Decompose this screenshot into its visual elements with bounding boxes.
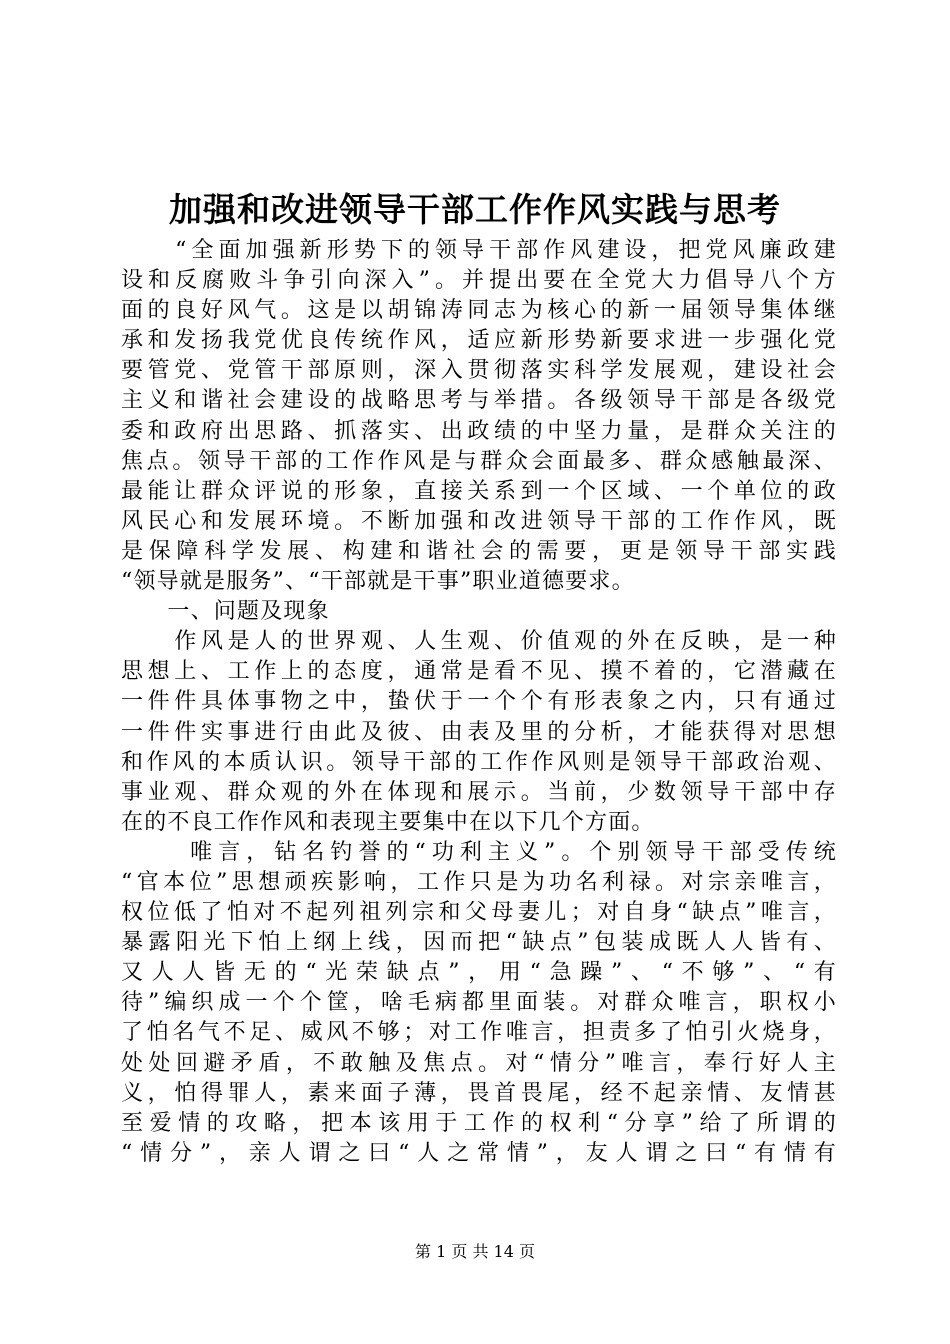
text-line: 处处回避矛盾，不敢触及焦点。对“情分”唯言，奉行好人主 — [121, 1050, 837, 1076]
text-line: 作风是人的世界观、人生观、价值观的外在反映，是一种 — [121, 629, 837, 655]
text-line: 一、问题及现象 — [121, 599, 330, 625]
text-line: 设和反腐败斗争引向深入”。并提出要在全党大力倡导八个方 — [121, 268, 837, 294]
text-line: 面的良好风气。这是以胡锦涛同志为核心的新一届领导集体继 — [121, 298, 837, 324]
text-line: 焦点。领导干部的工作作风是与群众会面最多、群众感触最深、 — [121, 448, 837, 474]
text-line: 思想上、工作上的态度，通常是看不见、摸不着的，它潜藏在 — [121, 659, 837, 685]
document-body — [121, 236, 837, 1169]
text-line: 待”编织成一个个筐，啥毛病都里面装。对群众唯言，职权小 — [121, 990, 837, 1016]
text-line: “领导就是服务”、“干部就是干事”职业道德要求。 — [121, 569, 635, 595]
text-line: 义，怕得罪人，素来面子薄，畏首畏尾，经不起亲情、友情甚 — [121, 1080, 837, 1106]
text-line: 暴露阳光下怕上纲上线，因而把“缺点”包装成既人人皆有、 — [121, 930, 837, 956]
text-line: “官本位”思想顽疾影响，工作只是为功名利禄。对宗亲唯言， — [121, 869, 837, 895]
text-line: 权位低了怕对不起列祖列宗和父母妻儿；对自身“缺点”唯言， — [121, 900, 837, 926]
page-footer: 第 1 页 共 14 页 — [415, 1242, 535, 1261]
text-line: 承和发扬我党优良传统作风，适应新形势新要求进一步强化党 — [121, 328, 837, 354]
text-line: 至爱情的攻略，把本该用于工作的权利“分享”给了所谓的 — [121, 1110, 837, 1136]
text-line: 是保障科学发展、构建和谐社会的需要，更是领导干部实践 — [121, 538, 837, 564]
text-line: “情分”，亲人谓之曰“人之常情”，友人谓之曰“有情有 — [121, 1140, 837, 1166]
text-line: 了怕名气不足、威风不够；对工作唯言，担责多了怕引火烧身， — [121, 1020, 837, 1046]
text-line: 事业观、群众观的外在体现和展示。当前，少数领导干部中存 — [121, 779, 837, 805]
text-line: 唯言，钻名钓誉的“功利主义”。个别领导干部受传统 — [121, 839, 837, 865]
text-line: 在的不良工作作风和表现主要集中在以下几个方面。 — [121, 809, 655, 835]
text-line: 风民心和发展环境。不断加强和改进领导干部的工作作风，既 — [121, 508, 837, 534]
text-line: 委和政府出思路、抓落实、出政绩的中坚力量，是群众关注的 — [121, 418, 837, 444]
text-line: 要管党、党管干部原则，深入贯彻落实科学发展观，建设社会 — [121, 358, 837, 384]
text-line: “全面加强新形势下的领导干部作风建设，把党风廉政建 — [121, 238, 837, 263]
text-line: 一件件具体事物之中，蛰伏于一个个有形表象之内，只有通过 — [121, 689, 837, 715]
text-line: 一件件实事进行由此及彼、由表及里的分析，才能获得对思想 — [121, 719, 837, 745]
text-line: 又人人皆无的“光荣缺点”，用“急躁”、“不够”、“有 — [121, 960, 837, 986]
text-line: 最能让群众评说的形象，直接关系到一个区域、一个单位的政 — [121, 478, 837, 504]
text-line: 主义和谐社会建设的战略思考与举措。各级领导干部是各级党 — [121, 388, 837, 414]
text-line: 和作风的本质认识。领导干部的工作作风则是领导干部政治观、 — [121, 749, 837, 775]
document-title: 加强和改进领导干部工作作风实践与思考 — [169, 190, 781, 229]
